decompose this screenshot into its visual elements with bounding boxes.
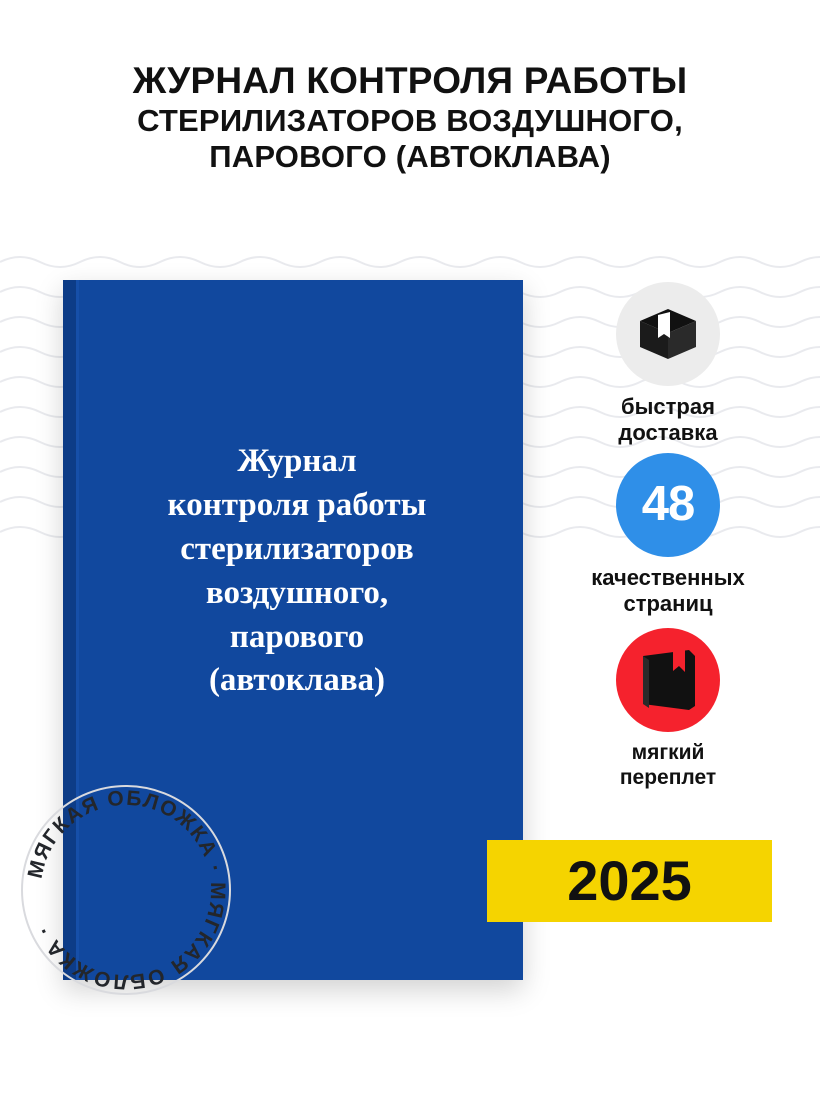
box-icon <box>636 305 700 363</box>
delivery-label-line-1: быстрая <box>621 394 715 419</box>
binding-label-line-1: мягкий <box>631 740 705 764</box>
year-value: 2025 <box>567 849 692 912</box>
book-cover-title <box>89 440 505 703</box>
page-count-label <box>548 565 788 618</box>
book-title-line-1: Журнал <box>237 443 357 479</box>
book-icon <box>637 648 699 712</box>
page-count-value: 48 <box>641 477 695 532</box>
soft-cover-stamp <box>8 772 244 1008</box>
binding-label <box>548 740 788 790</box>
feature-list <box>548 282 788 800</box>
book-title-line-2: контроля работы <box>167 486 427 523</box>
title-line-2: СТЕРИЛИЗАТОРОВ ВОЗДУШНОГО, <box>137 102 683 138</box>
feature-binding-type <box>548 628 788 790</box>
book-title-line-3: стерилизаторов <box>180 530 414 567</box>
binding-badge <box>616 628 720 732</box>
delivery-label-line-2: доставка <box>618 420 718 446</box>
page-count-label-line-1: качественных <box>591 564 745 590</box>
title-line-1: ЖУРНАЛ КОНТРОЛЯ РАБОТЫ <box>132 60 688 101</box>
stamp-text: МЯГКАЯ ОБЛОЖКА · МЯГКАЯ ОБЛОЖКА · <box>23 786 230 994</box>
feature-fast-delivery <box>548 282 788 447</box>
page-count-label-line-2: страниц <box>623 591 713 617</box>
book-title-line-4: воздушного, <box>205 574 389 611</box>
book-title-line-5: парового <box>229 618 365 655</box>
year-banner <box>487 840 772 922</box>
delivery-label <box>548 394 788 447</box>
title-line-3: ПАРОВОГО (АВТОКЛАВА) <box>209 138 611 174</box>
book-title-line-6: (автоклава) <box>208 662 386 699</box>
delivery-badge <box>616 282 720 386</box>
page-title <box>0 60 820 175</box>
page-count-badge <box>616 453 720 557</box>
feature-page-count <box>548 453 788 618</box>
binding-label-line-2: переплет <box>619 765 717 789</box>
